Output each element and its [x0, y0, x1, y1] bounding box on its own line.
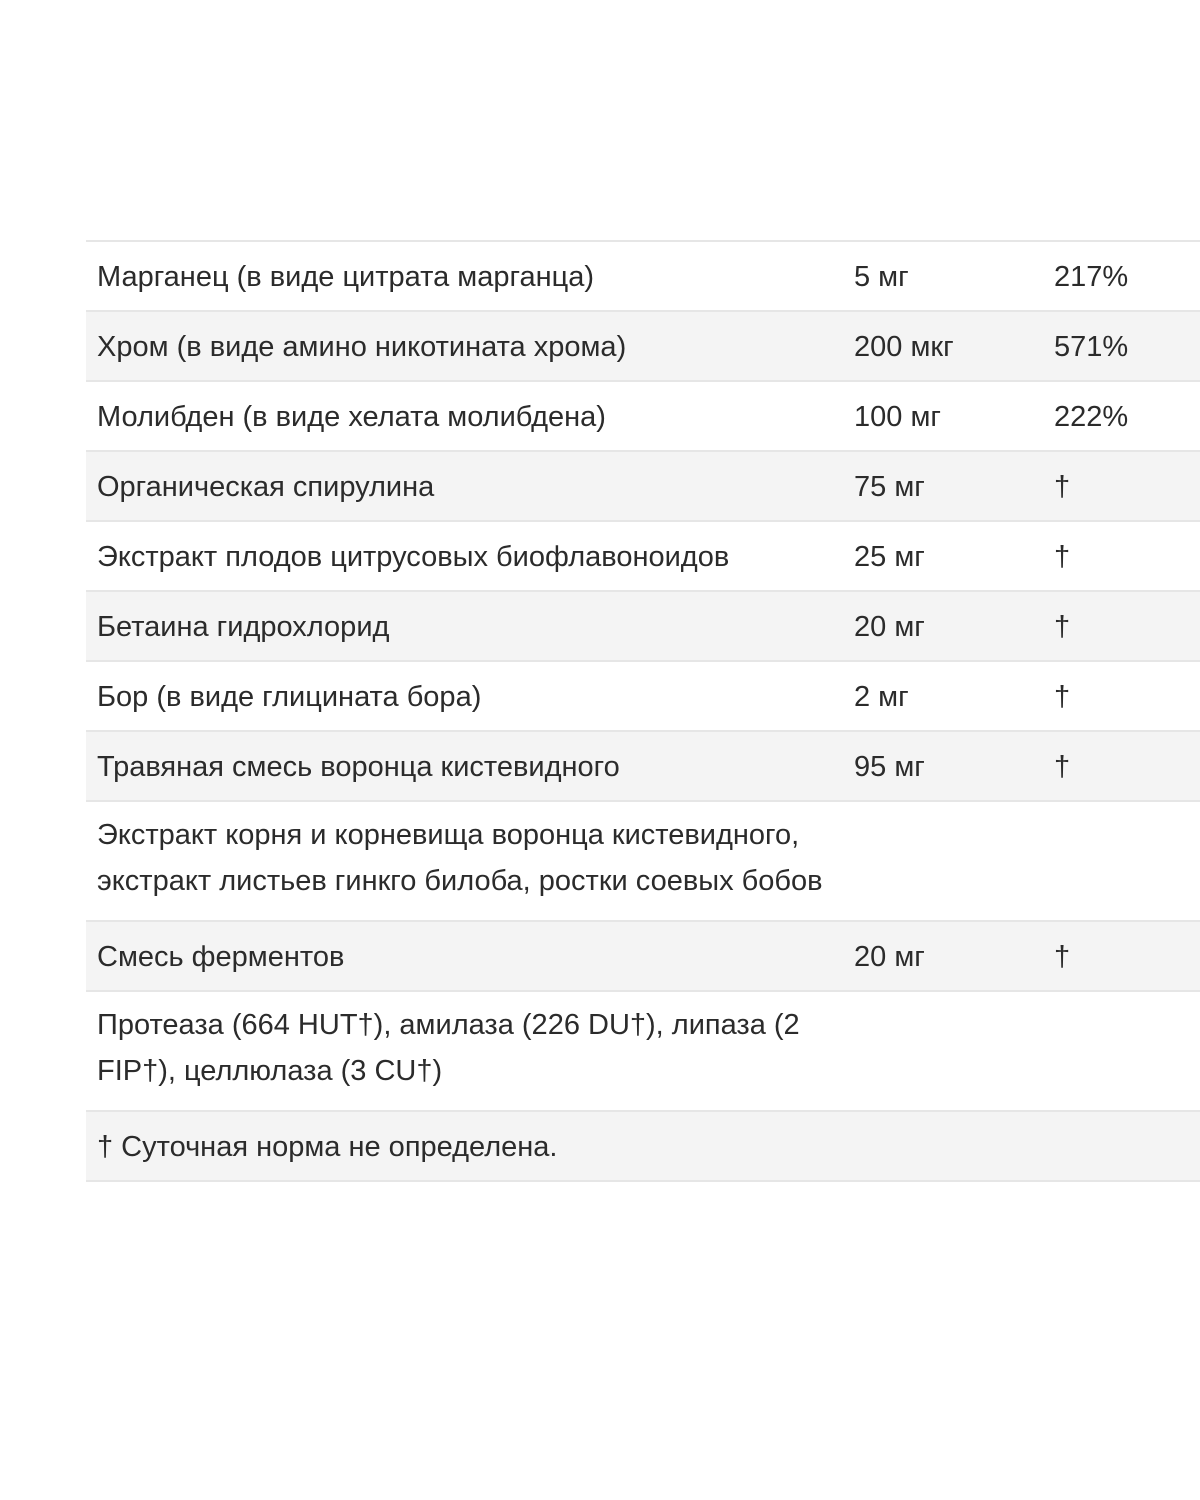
ingredient-amount: 20 мг: [854, 941, 925, 973]
enzyme-blend-note: Протеаза (664 HUT†), амилаза (226 DU†), липаза (2 FIP†), целлюлаза (3 CU†): [97, 1009, 800, 1087]
ingredient-name: Бетаина гидрохлорид: [97, 611, 390, 643]
ingredient-name: Марганец (в виде цитрата марганца): [97, 261, 594, 293]
table-row: [86, 312, 1200, 382]
ingredient-amount: 200 мкг: [854, 331, 954, 363]
table-row: [86, 382, 1200, 452]
table-footnote-row: [86, 1112, 1200, 1182]
table-row: [86, 732, 1200, 802]
table-row: [86, 662, 1200, 732]
table-row: [86, 522, 1200, 592]
ingredient-daily-value: †: [1054, 941, 1071, 973]
table-row: [86, 592, 1200, 662]
ingredient-amount: 20 мг: [854, 611, 925, 643]
ingredient-amount: 100 мг: [854, 401, 941, 433]
ingredient-name: Молибден (в виде хелата молибдена): [97, 401, 606, 433]
table-row-blend-detail: [86, 992, 1200, 1112]
ingredient-daily-value: †: [1054, 541, 1071, 573]
ingredient-name: Бор (в виде глицината бора): [97, 681, 482, 713]
table-row-blend-detail: [86, 802, 1200, 922]
ingredient-amount: 2 мг: [854, 681, 909, 713]
ingredient-amount: 5 мг: [854, 261, 909, 293]
ingredient-name: Травяная смесь воронца кистевидного: [97, 751, 620, 783]
ingredient-daily-value: 571%: [1054, 331, 1129, 363]
ingredient-daily-value: †: [1054, 611, 1071, 643]
ingredient-daily-value: †: [1054, 751, 1071, 783]
ingredient-name: Экстракт плодов цитрусовых биофлавоноидов: [97, 541, 730, 573]
ingredient-name: Хром (в виде амино никотината хрома): [97, 331, 627, 363]
ingredient-amount: 75 мг: [854, 471, 925, 503]
ingredient-amount: 95 мг: [854, 751, 925, 783]
footnote: † Суточная норма не определена.: [97, 1131, 558, 1163]
table-row: [86, 452, 1200, 522]
ingredient-daily-value: 217%: [1054, 261, 1129, 293]
herbal-blend-note: Экстракт корня и корневища воронца кистевидного, экстракт листьев гинкго билоба, ростки соевых бобов: [97, 819, 823, 897]
ingredient-name: Органическая спирулина: [97, 471, 435, 503]
ingredient-daily-value: †: [1054, 471, 1071, 503]
ingredient-name: Смесь ферментов: [97, 941, 345, 973]
table-row: [86, 922, 1200, 992]
supplement-facts-table: [86, 240, 1200, 1182]
table-row: [86, 242, 1200, 312]
ingredient-daily-value: †: [1054, 681, 1071, 713]
ingredient-amount: 25 мг: [854, 541, 925, 573]
ingredient-daily-value: 222%: [1054, 401, 1129, 433]
